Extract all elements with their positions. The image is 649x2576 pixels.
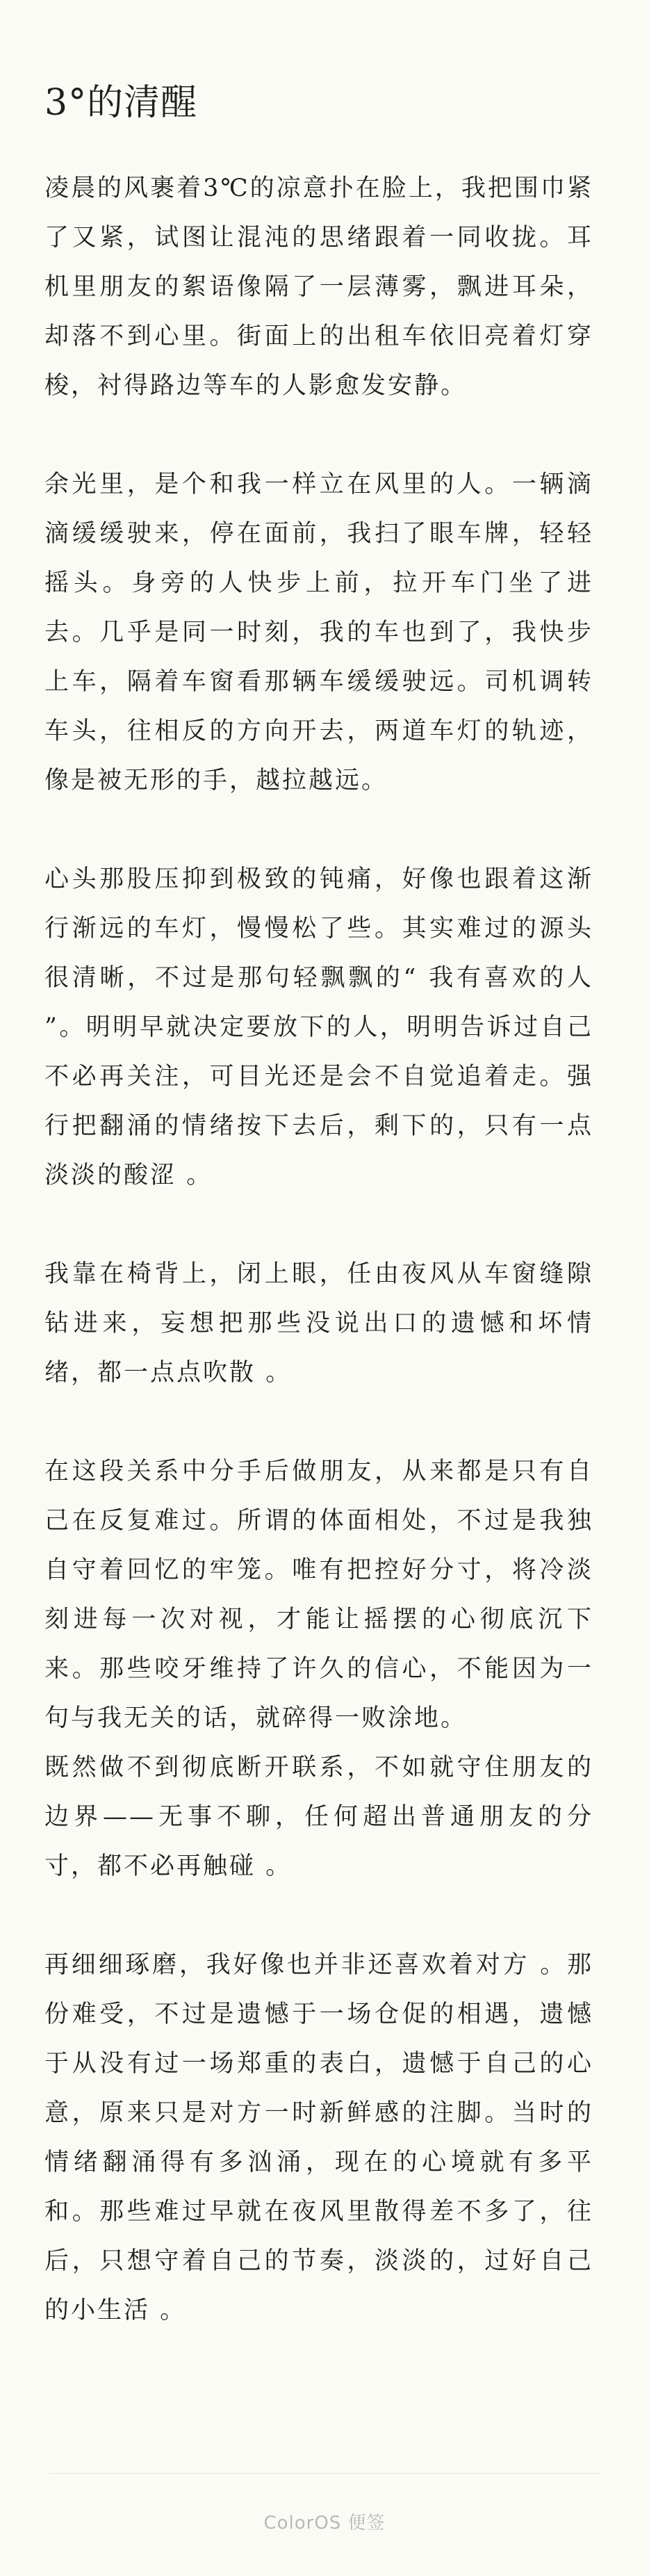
- paragraph-7: 再细细琢磨，我好像也并非还喜欢着对方 。那份难受，不过是遗憾于一场仓促的相遇，遗憾于从没有过一场郑重的表白，遗憾于自己的心意，原来只是对方一时新鲜感的注脚。当时的情绪翻涌得有多汹涌，现在的心境就有多平和。那些难过早就在夜风里散得差不多了，往后，只想守着自己的节奏，淡淡的，过好自己的小生活 。: [44, 1951, 593, 2324]
- note-title: 3°的清醒: [44, 82, 198, 124]
- footer-divider: [49, 2473, 600, 2474]
- paragraph-5: 在这段关系中分手后做朋友，从来都是只有自己在反复难过。所谓的体面相处，不过是我独自守着回忆的牢笼。唯有把控好分寸，将冷淡刻进每一次对视，才能让摇摆的心彻底沉下来。那些咬牙维持了许久的信心，不能因为一句与我无关的话，就碎得一败涂地。: [44, 1458, 593, 1732]
- paragraph-4: 我靠在椅背上，闭上眼，任由夜风从车窗缝隙钻进来，妄想把那些没说出口的遗憾和坏情绪，都一点点吹散 。: [44, 1260, 593, 1387]
- paragraph-1: 凌晨的风裹着3℃的凉意扑在脸上，我把围巾紧了又紧，试图让混沌的思绪跟着一同收拢。耳机里朋友的絮语像隔了一层薄雾，飘进耳朵，却落不到心里。街面上的出租车依旧亮着灯穿梭，衬得路边等车的人影愈发安静。: [44, 174, 593, 400]
- paragraph-2: 余光里，是个和我一样立在风里的人。一辆滴滴缓缓驶来，停在面前，我扫了眼车牌，轻轻摇头。身旁的人快步上前，拉开车门坐了进去。几乎是同一时刻，我的车也到了，我快步上车，隔着车窗看那辆车缓缓驶远。司机调转车头，往相反的方向开去，两道车灯的轨迹，像是被无形的手，越拉越远。: [44, 471, 593, 794]
- paragraph-6: 既然做不到彻底断开联系，不如就守住朋友的边界——无事不聊，任何超出普通朋友的分寸，都不必再触碰 。: [44, 1754, 593, 1880]
- paragraph-3: 心头那股压抑到极致的钝痛，好像也跟着这渐行渐远的车灯，慢慢松了些。其实难过的源头很清晰，不过是那句轻飘飘的“ 我有喜欢的人 ”。明明早就决定要放下的人，明明告诉过自己不必再关注，可目光还是会不自觉追着走。强行把翻涌的情绪按下去后，剩下的，只有一点淡淡的酸涩 。: [44, 865, 593, 1189]
- note-body: [44, 164, 593, 2335]
- footer-app-label: ColorOS 便签: [263, 2513, 386, 2534]
